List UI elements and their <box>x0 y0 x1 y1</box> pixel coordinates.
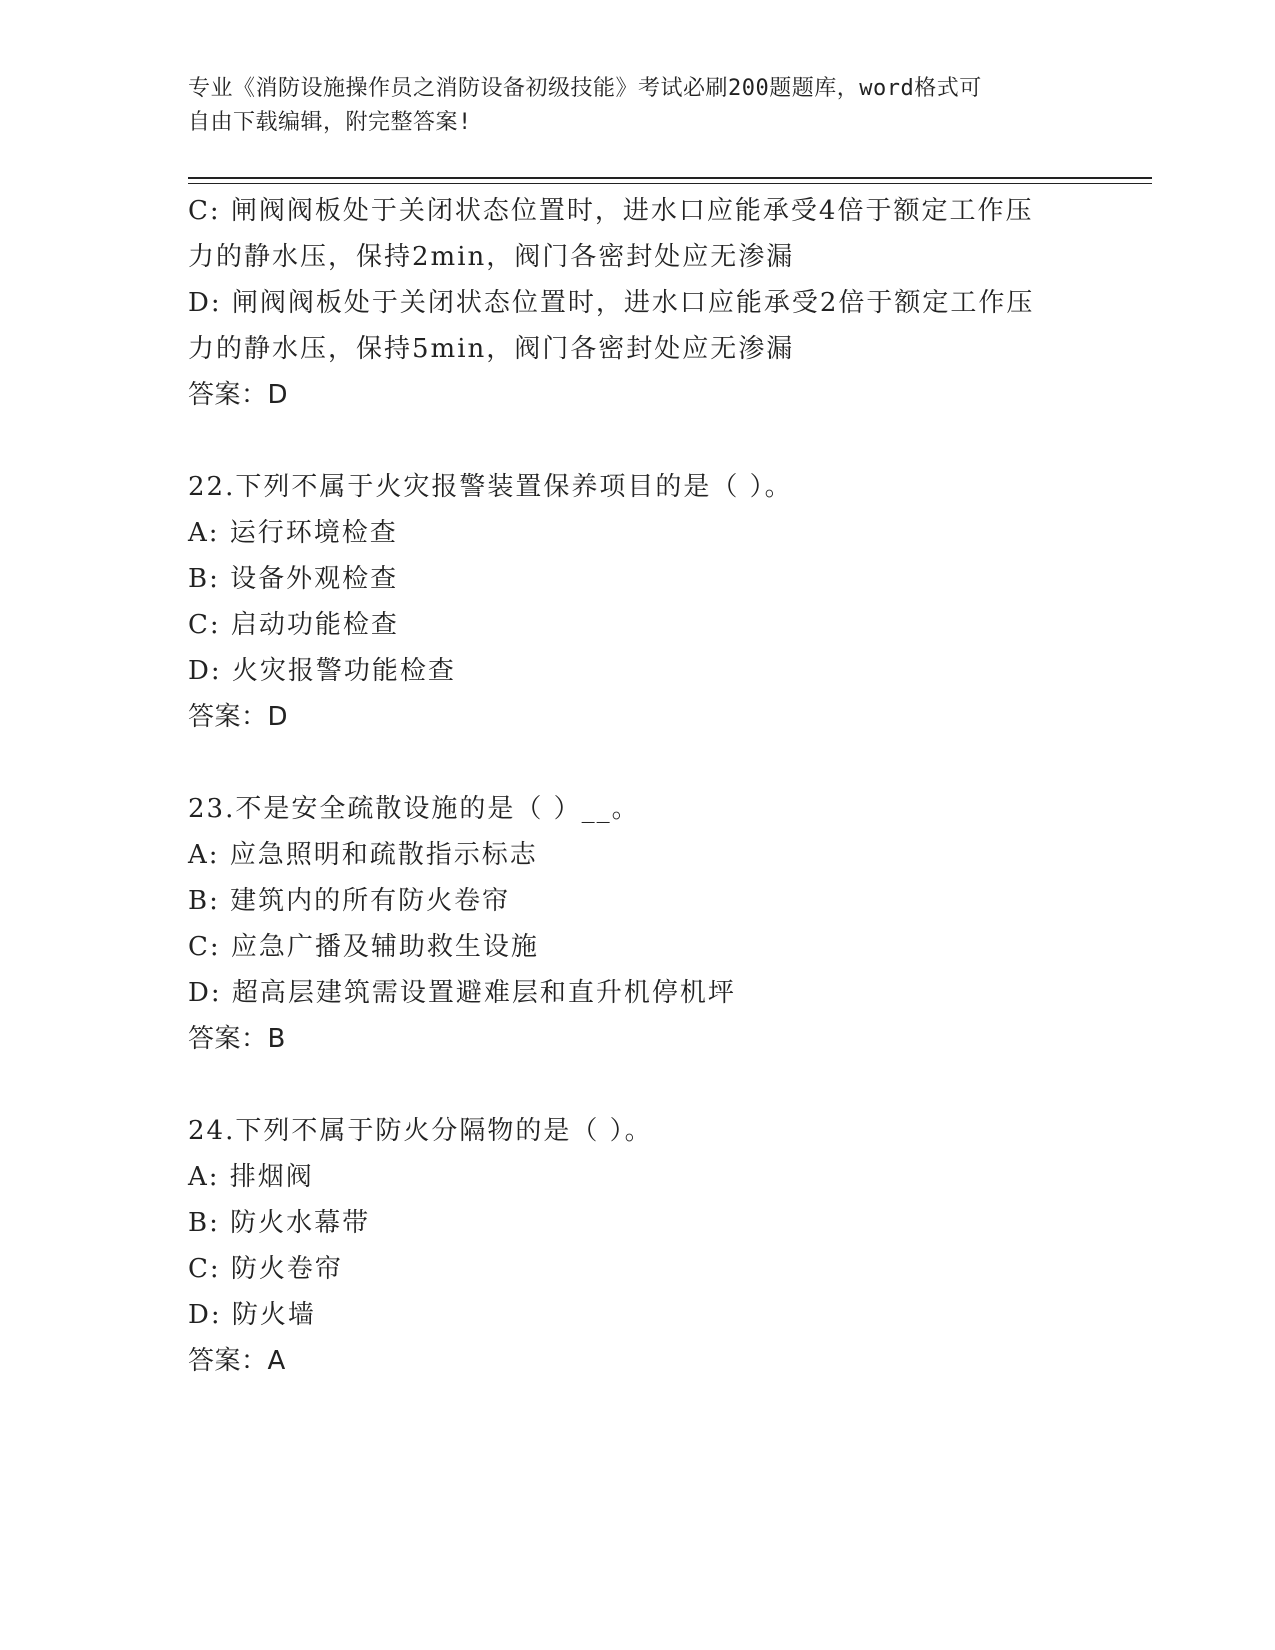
option-c: C: 防火卷帘 <box>188 1254 343 1284</box>
header-title-line-1: 专业《消防设施操作员之消防设备初级技能》考试必刷200题题库，word格式可 <box>188 76 982 101</box>
answer: 答案：B <box>188 1024 286 1054</box>
question-21-continuation <box>188 188 1088 418</box>
option-d: D: 防火墙 <box>188 1300 316 1330</box>
header-title-line-2: 自由下载编辑，附完整答案! <box>188 110 472 135</box>
option-a: A: 运行环境检查 <box>188 518 398 548</box>
option-c-line-2: 力的静水压，保持2min，阀门各密封处应无渗漏 <box>188 242 795 272</box>
option-d-line-2: 力的静水压，保持5min，阀门各密封处应无渗漏 <box>188 334 795 364</box>
option-a: A: 应急照明和疏散指示标志 <box>188 840 538 870</box>
option-c: C: 启动功能检查 <box>188 610 399 640</box>
option-b: B: 建筑内的所有防火卷帘 <box>188 886 511 916</box>
question-24 <box>188 1108 1088 1384</box>
answer: 答案：D <box>188 702 289 732</box>
option-c-line-1: C: 闸阀阀板处于关闭状态位置时，进水口应能承受4倍于额定工作压 <box>188 196 1034 226</box>
option-c: C: 应急广播及辅助救生设施 <box>188 932 539 962</box>
option-b: B: 设备外观检查 <box>188 564 399 594</box>
header-divider-thick <box>188 177 1152 179</box>
question-stem: 24.下列不属于防火分隔物的是（ ）。 <box>188 1116 653 1146</box>
option-b: B: 防火水幕带 <box>188 1208 371 1238</box>
document-body <box>188 188 1088 1384</box>
option-d-line-1: D: 闸阀阀板处于关闭状态位置时，进水口应能承受2倍于额定工作压 <box>188 288 1035 318</box>
answer: 答案：D <box>188 380 289 410</box>
header-divider-thin <box>188 183 1152 184</box>
question-22 <box>188 464 1088 740</box>
option-a: A: 排烟阀 <box>188 1162 314 1192</box>
question-stem: 23.不是安全疏散设施的是（ ）__。 <box>188 794 640 824</box>
option-d: D: 火灾报警功能检查 <box>188 656 456 686</box>
question-stem: 22.下列不属于火灾报警装置保养项目的是（ ）。 <box>188 472 793 502</box>
answer: 答案：A <box>188 1346 286 1376</box>
option-d: D: 超高层建筑需设置避难层和直升机停机坪 <box>188 978 736 1008</box>
question-23 <box>188 786 1088 1062</box>
document-header <box>188 72 1088 140</box>
